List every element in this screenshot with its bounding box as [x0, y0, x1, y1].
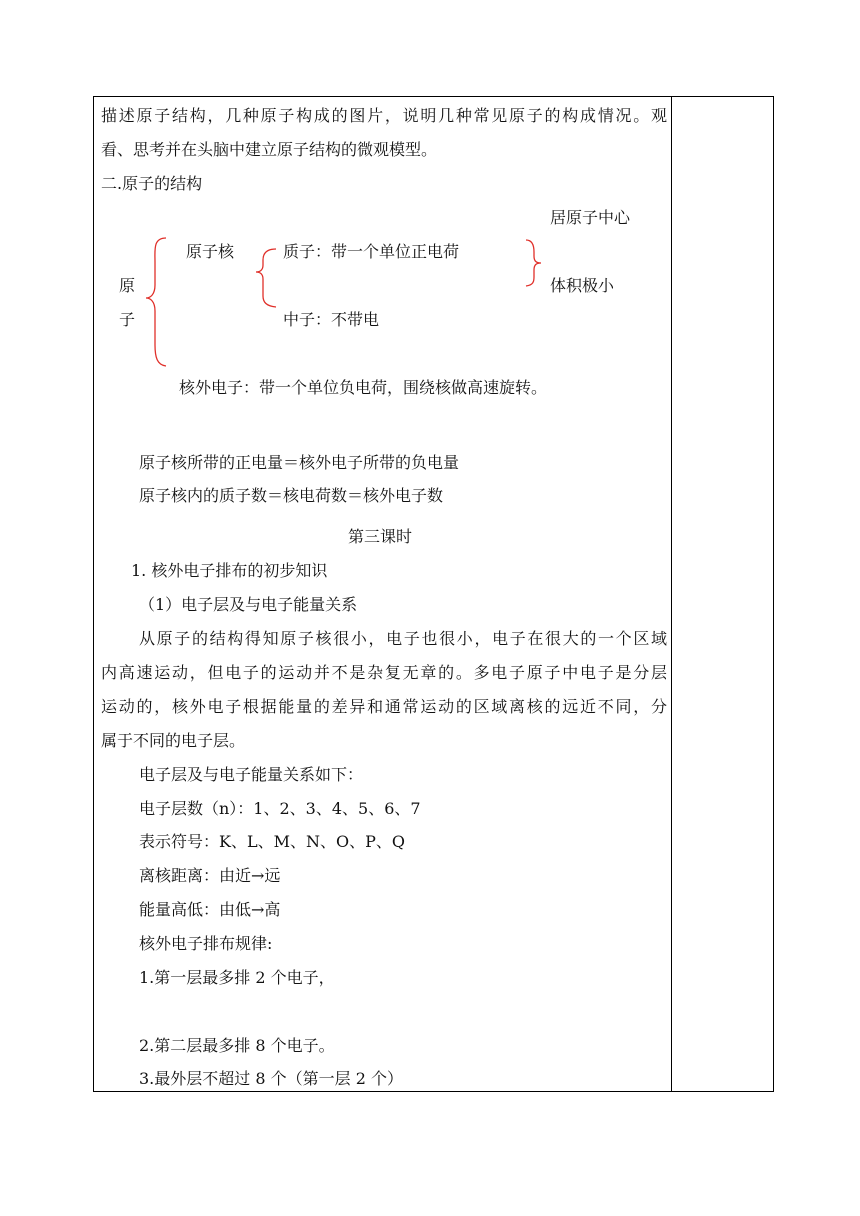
paragraph-line-2: 内高速运动，但电子的运动并不是杂复无章的。多电子原子中电子是分层 — [101, 663, 667, 682]
rule-1: 1.第一层最多排 2 个电子， — [139, 968, 335, 987]
relation-count: 原子核内的质子数＝核电荷数＝核外电子数 — [139, 486, 444, 505]
layer-distance: 离核距离：由近→远 — [139, 866, 281, 885]
relation-intro: 电子层及与电子能量关系如下： — [139, 765, 364, 784]
nucleus-brace — [256, 249, 276, 307]
label-tiny-volume: 体积极小 — [550, 276, 615, 295]
label-neutron: 中子：不带电 — [283, 310, 380, 329]
label-nucleus: 原子核 — [186, 242, 235, 261]
label-electron: 核外电子：带一个单位负电荷，围绕核做高速旋转。 — [179, 378, 548, 397]
paragraph-line-4: 属于不同的电子层。 — [101, 731, 246, 750]
label-proton: 质子：带一个单位正电荷 — [283, 242, 460, 261]
relation-charge: 原子核所带的正电量＝核外电子所带的负电量 — [139, 453, 460, 472]
rule-2: 2.第二层最多排 8 个电子。 — [139, 1036, 335, 1055]
lesson-three-title: 第三课时 — [348, 527, 413, 546]
layer-symbols: 表示符号：K、L、M、N、O、P、Q — [139, 832, 405, 851]
rule-3: 3.最外层不超过 8 个（第一层 2 个） — [139, 1069, 403, 1088]
subheading-electron-layers: （1）电子层及与电子能量关系 — [139, 595, 358, 614]
section-title-atom-structure: 二.原子的结构 — [101, 174, 203, 193]
proton-property-brace — [526, 240, 541, 286]
label-center: 居原子中心 — [550, 208, 631, 227]
layer-energy: 能量高低：由低→高 — [139, 900, 281, 919]
paragraph-line-3: 运动的，核外电子根据能量的差异和通常运动的区域离核的远近不同，分 — [101, 697, 667, 716]
label-atom-char-1: 原 — [119, 276, 136, 295]
item-1-heading: 1. 核外电子排布的初步知识 — [131, 561, 328, 580]
paragraph-line-1: 从原子的结构得知原子核很小，电子也很小，电子在很大的一个区域 — [139, 629, 667, 648]
atom-brace — [146, 238, 166, 366]
layer-numbers: 电子层数（n）：1、2、3、4、5、6、7 — [139, 799, 421, 818]
rules-title: 核外电子排布规律: — [139, 934, 273, 953]
intro-line-2: 看、思考并在头脑中建立原子结构的微观模型。 — [101, 140, 438, 159]
label-atom-char-2: 子 — [119, 310, 136, 329]
intro-line-1: 描述原子结构，几种原子构成的图片，说明几种常见原子的构成情况。观 — [101, 106, 667, 125]
